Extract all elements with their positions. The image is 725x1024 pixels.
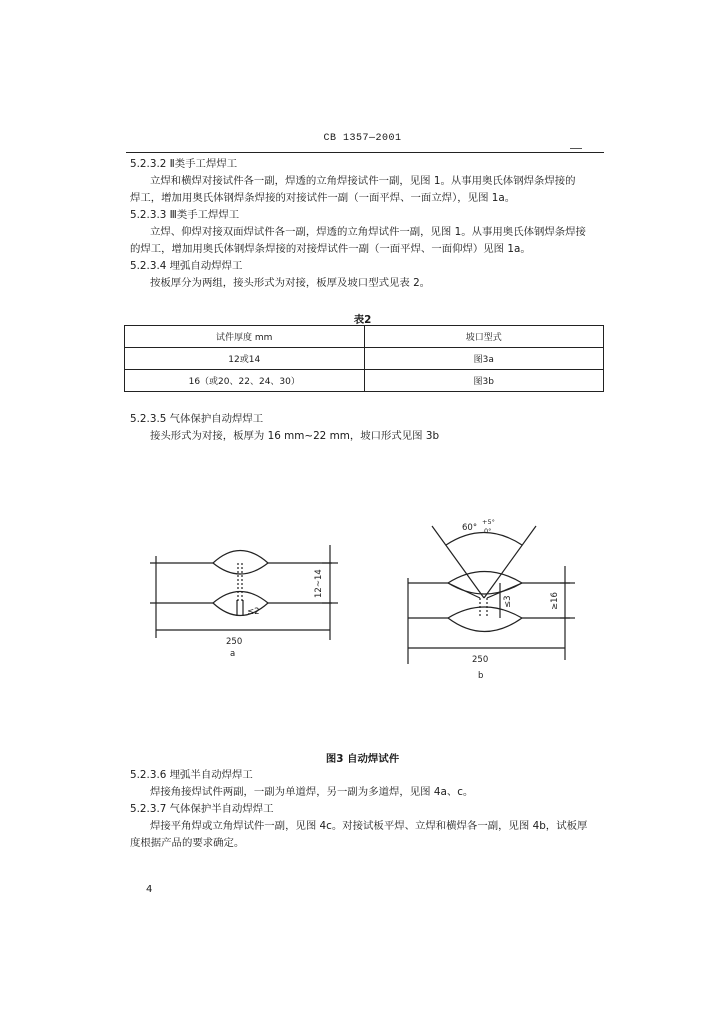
dim-b-angle: 60° (462, 523, 478, 533)
section-5237-heading: 5.2.3.7 气体保护半自动焊焊工 (130, 803, 274, 815)
section-5234-heading: 5.2.3.4 埋弧自动焊焊工 (130, 260, 243, 272)
header-groove: 坡口型式 (364, 326, 604, 348)
dim-b-tol-zero: 0° (484, 527, 492, 535)
dim-b-thickness: ≥16 (550, 592, 560, 610)
table2-caption: 表2 (353, 314, 372, 326)
section-5233-line-1: 立焊、仰焊对接双面焊试件各一副，焊透的立角焊试件一副，见图 1。从事用奥氏体钢焊条焊接 (150, 226, 586, 238)
cell-groove: 图3a (364, 348, 604, 370)
header-thickness: 试件厚度 mm (125, 326, 365, 348)
dim-b-gap: ≤3 (503, 595, 513, 608)
section-5236-heading: 5.2.3.6 埋弧半自动焊焊工 (130, 769, 253, 781)
figure-3b-label: b (478, 671, 484, 681)
section-5232-line-2: 焊工，增加用奥氏体钢焊条焊接的对接试件一副（一面平焊、一面立焊），见图 1a。 (130, 192, 516, 204)
cell-thickness: 12或14 (125, 348, 365, 370)
dim-b-tol-plus: +5° (482, 518, 495, 526)
standard-number: CB 1357—2001 (323, 133, 402, 144)
section-5235-heading: 5.2.3.5 气体保护自动焊焊工 (130, 413, 264, 425)
section-5233-heading: 5.2.3.3 Ⅲ类手工焊焊工 (130, 209, 240, 221)
figure-3-caption: 图3 自动焊试件 (325, 753, 400, 765)
section-5234-line-1: 按板厚分为两组，接头形式为对接，板厚及坡口型式见表 2。 (150, 277, 431, 289)
section-5235-body: 接头形式为对接，板厚为 16 mm~22 mm，坡口形式见图 3b (150, 430, 440, 442)
cell-thickness: 16（或20、22、24、30） (125, 370, 365, 392)
dim-a-width: 250 (226, 637, 243, 647)
section-5237-line-1: 焊接平角焊或立角焊试件一副，见图 4c。对接试板平焊、立焊和横焊各一副，见图 4b，试板厚 (150, 820, 588, 832)
section-5232-heading: 5.2.3.2 Ⅱ类手工焊焊工 (130, 158, 238, 170)
section-5233-line-2: 的焊工，增加用奥氏体钢焊条焊接的对接焊试件一副（一面平焊、一面仰焊）见图 1a。 (130, 243, 531, 255)
figure-3a (150, 545, 338, 640)
dim-a-gap: ≤2 (247, 607, 260, 617)
section-5236-line-1: 焊接角接焊试件两副，一副为单道焊，另一副为多道焊，见图 4a、c。 (150, 786, 474, 798)
dim-a-thickness: 12~14 (314, 569, 324, 598)
cell-groove: 图3b (364, 370, 604, 392)
figure-3a-label: a (230, 649, 236, 659)
section-5237-line-2: 度根据产品的要求确定。 (130, 837, 245, 849)
page-number: 4 (146, 884, 153, 895)
dim-b-width: 250 (472, 655, 489, 665)
section-5232-line-1: 立焊和横焊对接试件各一副，焊透的立角焊接试件一副，见图 1。从事用奥氏体钢焊条焊接的 (150, 175, 576, 187)
